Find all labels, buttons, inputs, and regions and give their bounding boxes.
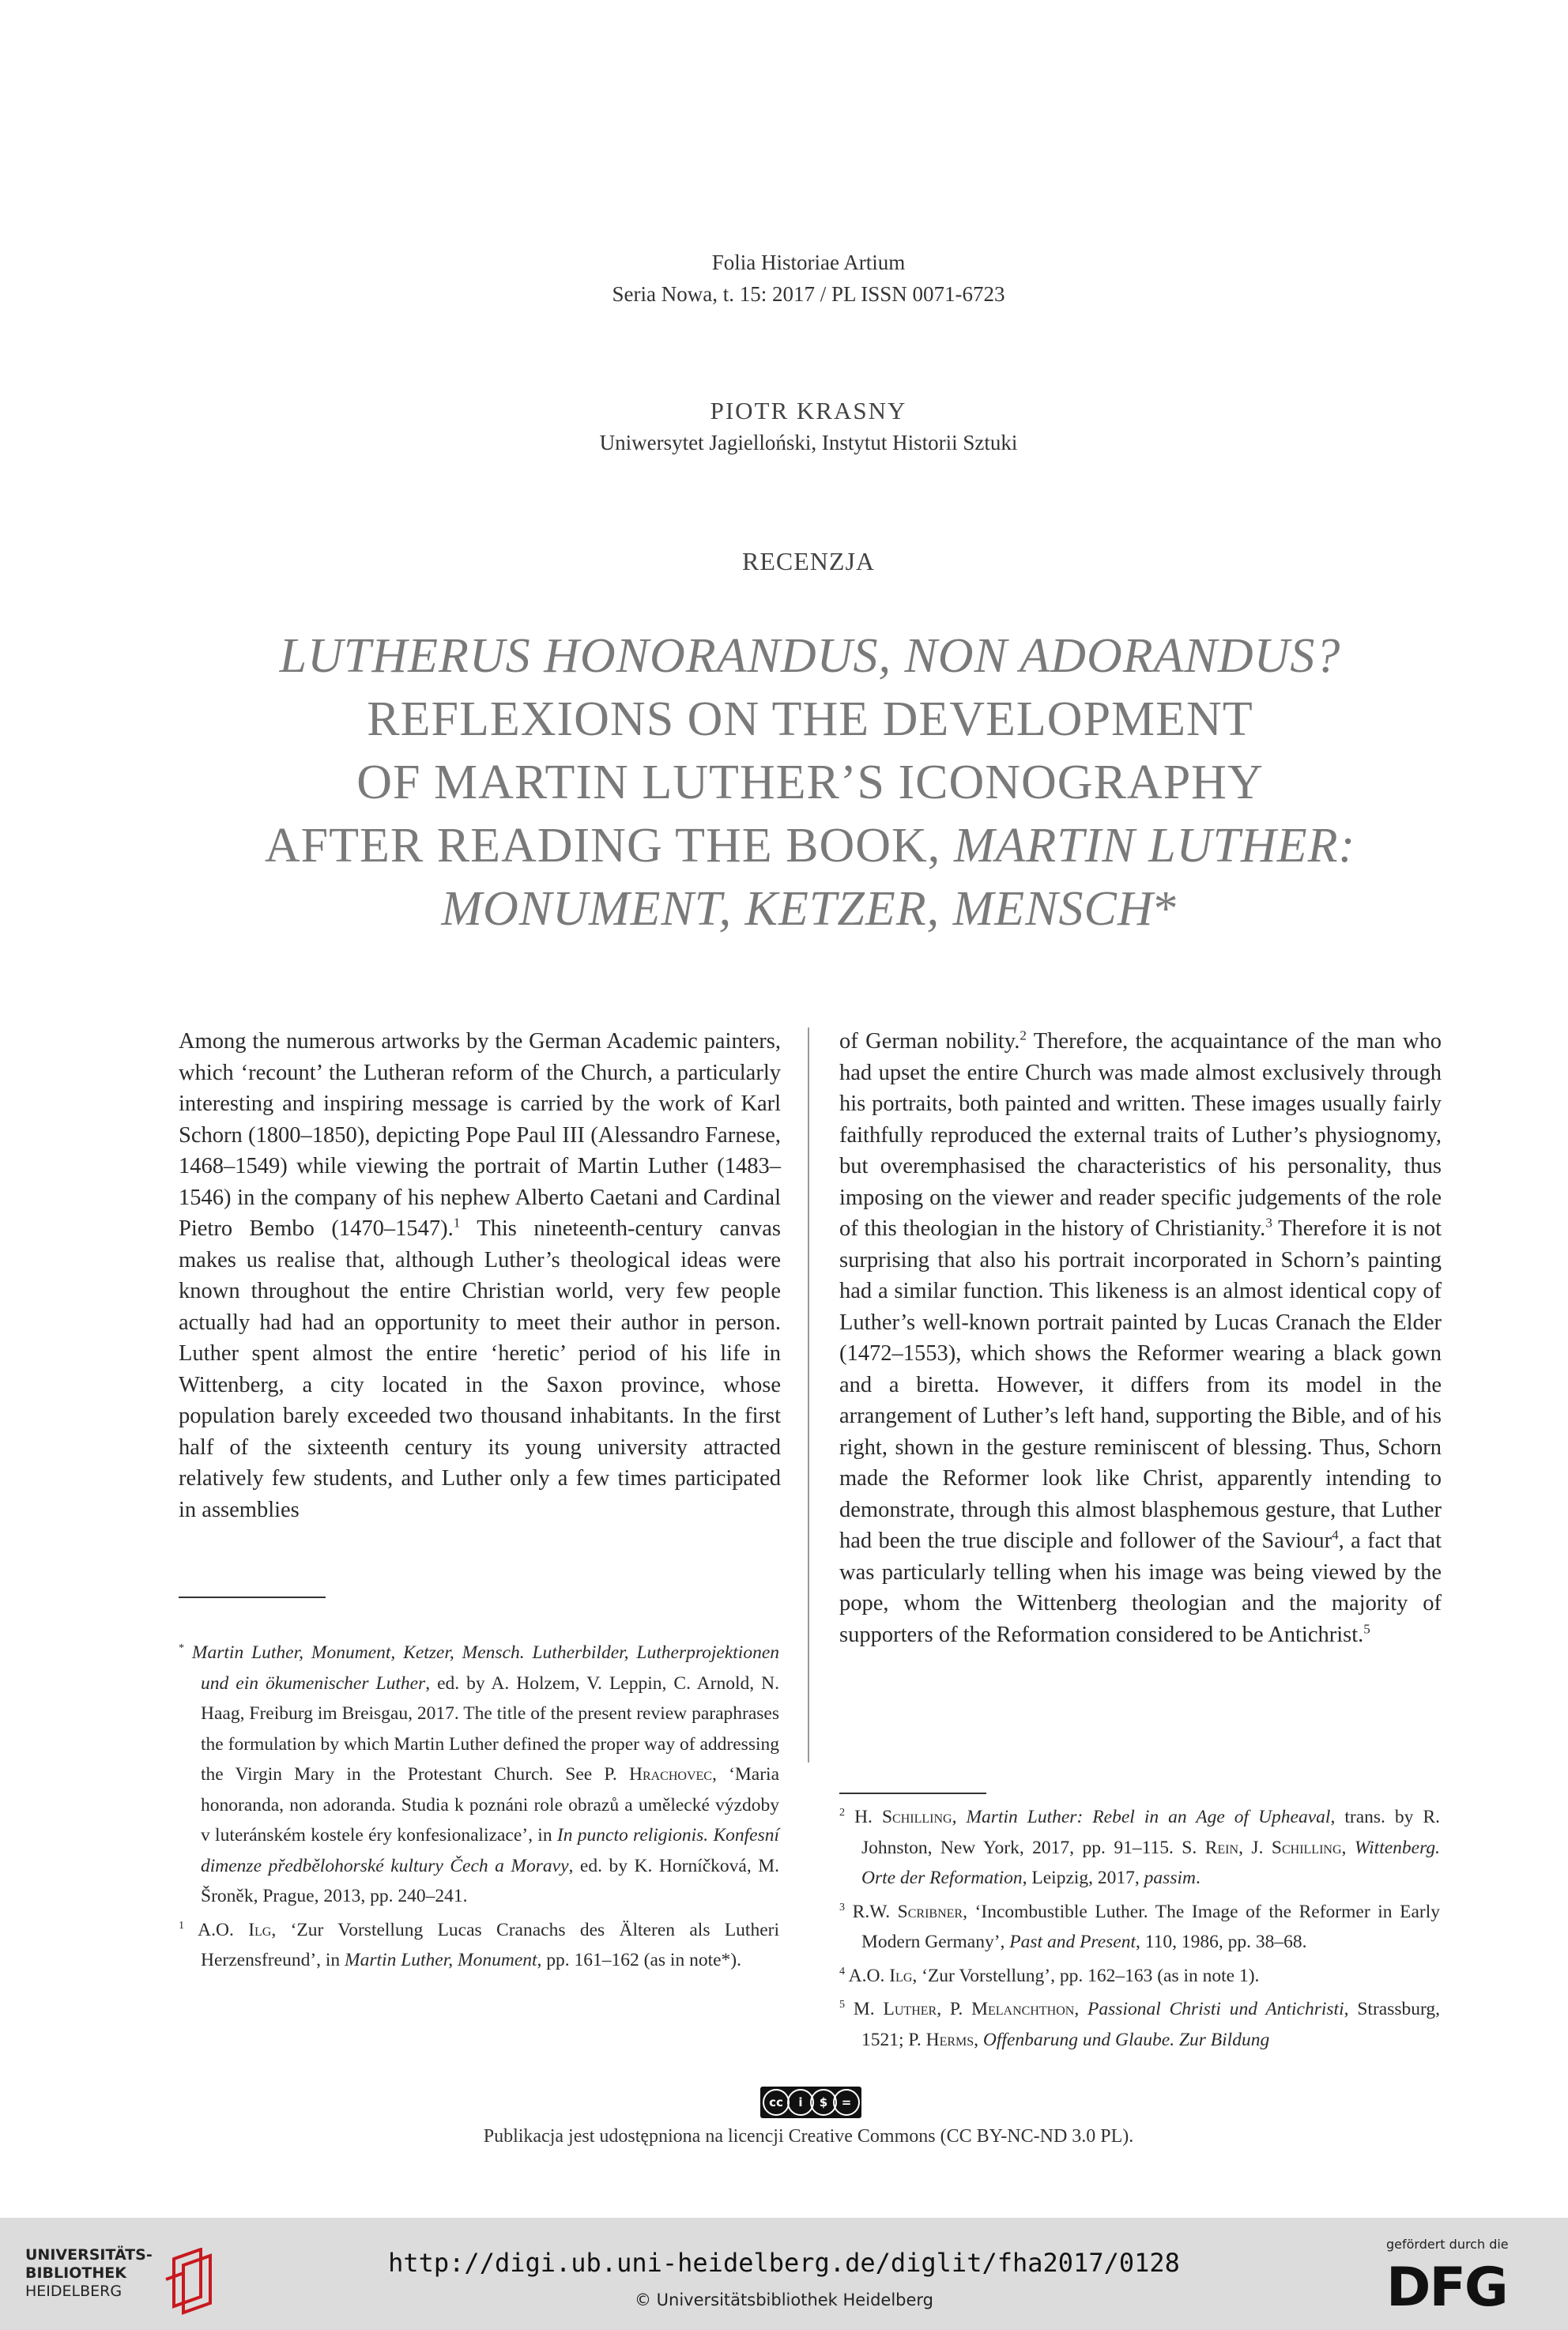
library-line-3: HEIDELBERG	[25, 2283, 122, 2300]
footnote-2-author-2: Rein	[1204, 1837, 1239, 1858]
dfg-logo[interactable]	[1386, 2237, 1536, 2324]
footnote-2-author-3: Schilling	[1271, 1837, 1342, 1858]
by-icon: i	[787, 2089, 814, 2116]
article-title	[182, 624, 1438, 941]
footnote-3-text-3: , 110, 1986, pp. 38–68.	[1136, 1932, 1307, 1952]
footnote-rule-left	[179, 1597, 326, 1598]
column-divider	[808, 1027, 809, 1763]
footnotes-right	[839, 1802, 1440, 2055]
journal-name: Folia Historiae Artium	[711, 251, 906, 274]
footnote-3	[839, 1897, 1440, 1958]
footnote-star-text: , ed. by A. Holzem, V. Leppin, C. Arnold, N. Haag, Freiburg im Breisgau, 2017. The title of the present review paraphrases the formulation by which Martin Luther defined the proper way of addressing the Virgin Mary in the Protestant Church. See P.	[201, 1672, 779, 1785]
footnote-rule-right	[839, 1793, 986, 1794]
footnote-2-mark: 2	[839, 1806, 846, 1819]
title-line-4-roman: AFTER READING THE BOOK,	[264, 819, 954, 873]
footer-bar	[0, 2218, 1568, 2330]
footnote-1-author: Ilg	[248, 1919, 272, 1940]
footnote-5-text-2: , P.	[937, 1999, 972, 2019]
article-type: RECENZJA	[742, 547, 875, 575]
footnote-star-title: Martin Luther, Monument, Ketzer, Mensch. Lutherbilder, Lutherprojektionen und ein ökumenischer Luther	[191, 1642, 779, 1694]
footnote-2	[839, 1802, 1441, 1894]
footnote-3-mark: 3	[839, 1900, 846, 1913]
journal-header	[0, 247, 1568, 310]
footnote-5	[839, 1994, 1441, 2055]
footnote-star-author: Hrachovec	[628, 1764, 712, 1785]
footnote-4	[839, 1961, 1440, 1992]
footnote-1-book: Martin Luther, Monument	[345, 1950, 537, 1970]
body-right-text-c: Therefore it is not surprising that also his portrait incorporated in Schorn’s painting had a similar function. This likeness is an almost identical copy of Luther’s well-known portrait painted by Lucas Cranach the Elder (1472–1553), which shows the Reformer wearing a black gown and a biretta. However, it differs from its model in the arrangement of Luther’s left hand, supporting the Bible, and of his right, shown in the gesture reminiscent of blessing. Thus, Schorn made the Reformer look like Christ, apparently intending to demonstrate, through this almost blasphemous gesture, that Luther had been the true disciple and follower of the Saviour	[839, 1216, 1442, 1553]
nc-icon: $	[810, 2089, 837, 2116]
footnote-2-sep: ,	[952, 1807, 967, 1827]
footnote-5-text-3: , Strassburg, 1521; P.	[861, 1999, 1441, 2050]
footnote-star-text-3: , ed. by K. Horníčková, M. Šroněk, Prague, 2013, pp. 240–241.	[201, 1855, 780, 1906]
copyright-notice: © Universitätsbibliothek Heidelberg	[634, 2290, 933, 2309]
library-line-2: BIBLIOTHEK	[25, 2264, 126, 2282]
body-right-text-d: , a fact that was particularly telling when his image was being viewed by the pope, whom the Wittenberg theologian and the majority of supporters of the Reformation considered to be Antichrist.	[839, 1529, 1442, 1647]
dfg-wordmark: DFG	[1386, 2256, 1507, 2319]
title-line-3: OF MARTIN LUTHER’S ICONOGRAPHY	[356, 756, 1264, 809]
footnote-3-author: Scribner	[897, 1901, 963, 1922]
footnote-ref-4[interactable]: 4	[1332, 1527, 1339, 1543]
footnote-1-mark: 1	[179, 1918, 185, 1932]
footnote-5-text: M.	[853, 1999, 884, 2019]
title-line-2: REFLEXIONS ON THE DEVELOPMENT	[367, 692, 1253, 746]
footnote-5-mark: 5	[839, 1998, 846, 2011]
footnote-ref-5[interactable]: 5	[1363, 1621, 1370, 1636]
document-url[interactable]: http://digi.ub.uni-heidelberg.de/diglit/fha2017/0128	[388, 2248, 1180, 2278]
footnote-2-text: H.	[854, 1807, 882, 1827]
footnote-4-text-2: , ‘Zur Vorstellung’, pp. 162–163 (as in note 1).	[912, 1965, 1260, 1986]
footnote-3-journal: Past and Present	[1009, 1932, 1136, 1952]
footnote-2-passim: passim	[1144, 1868, 1196, 1888]
title-line-5	[182, 877, 1438, 941]
nd-icon: =	[833, 2089, 860, 2116]
footnote-1-text: A.O.	[198, 1919, 249, 1940]
funder-label: gefördert durch die	[1386, 2237, 1509, 2252]
license-text: Publikacja jest udostępniona na licencji Creative Commons (CC BY-NC-ND 3.0 PL).	[483, 2126, 1134, 2147]
title-line-4	[182, 814, 1438, 877]
footnote-2-text-2: , trans. by R. Johnston, New York, 2017, pp. 91–115. S.	[861, 1807, 1441, 1858]
footnote-4-mark: 4	[839, 1964, 846, 1977]
footnote-4-text: A.O.	[848, 1965, 890, 1986]
title-line-5-italic: MONUMENT, KETZER, MENSCH	[441, 882, 1154, 936]
footnote-2-book-2: Wittenberg. Orte der Reformation	[861, 1837, 1440, 1888]
body-right-text-a: of German nobility.	[839, 1029, 1020, 1054]
footnote-2-end: .	[1195, 1868, 1200, 1888]
body-left-text-b: This nineteenth-century canvas makes us realise that, although Luther’s theological ideas were known throughout the entire Christian world, very few people actually had had an opportunity to meet their author in person. Luther spent almost the entire ‘heretic’ period of his life in Wittenberg, a city located in the Saxon province, whose population barely exceeded two thousand inhabitants. In the first half of the sixteenth century its young university attracted relatively few students, and Luther only a few times participated in assemblies	[179, 1216, 781, 1522]
body-right-text-b: Therefore, the acquaintance of the man who had upset the entire Church was made almost exclusively through his portraits, both painted and written. These images usually fairly faithfully reproduced the external traits of Luther’s physiognomy, but overemphasised the characteristics of his personality, thus imposing on the viewer and reader specific judgements of the role of this theologian in the history of Christianity.	[839, 1029, 1442, 1241]
footnote-5-book: Passional Christi und Antichristi	[1087, 1999, 1344, 2019]
library-line-1: UNIVERSITÄTS-	[25, 2246, 153, 2264]
body-left-text-a: Among the numerous artworks by the German Academic painters, which ‘recount’ the Lutheran reform of the Church, a particularly interesting and inspiring message is carried by the work of Karl Schorn (1800–1850), depicting Pope Paul III (Alessandro Farnese, 1468–1549) while viewing the portrait of Martin Luther (1483–1546) in the company of his nephew Alberto Caetani and Cardinal Pietro Bembo (1470–1547).	[179, 1029, 781, 1241]
footnote-2-book: Martin Luther: Rebel in an Age of Upheaval	[966, 1807, 1331, 1827]
footnote-3-text: R.W.	[852, 1901, 898, 1922]
footnote-ref-3[interactable]: 3	[1265, 1215, 1272, 1231]
footnote-2-text-3: , J.	[1238, 1837, 1272, 1858]
journal-series: Seria Nowa, t. 15: 2017 / PL ISSN 0071-6723	[612, 282, 1005, 306]
footnote-5-sep: ,	[1074, 1999, 1088, 2019]
footnote-star-mark: *	[179, 1642, 185, 1655]
footnote-star-book: In puncto religionis. Konfesní dimenze předbělohorské kultury Čech a Moravy	[201, 1825, 779, 1876]
title-line-1: LUTHERUS HONORANDUS, NON ADORANDUS?	[279, 629, 1341, 683]
footnote-1-text-2: , ‘Zur Vorstellung Lucas Cranachs des Älteren als Lutheri Herzensfreund’, in	[201, 1919, 779, 1970]
footnote-ref-2[interactable]: 2	[1020, 1027, 1027, 1043]
cc-by-nc-nd-icon[interactable]	[760, 2087, 861, 2118]
footnote-star-text-2: , ‘Maria honoranda, non adoranda. Studia k poznáni role obrazů a umělecké výzdoby v luteránském kostele éry konfesionalizace’, in	[201, 1764, 779, 1846]
footnote-5-book-2: Offenbarung und Glaube. Zur Bildung	[982, 2029, 1270, 2050]
body-column-right	[839, 1026, 1442, 1650]
author-affiliation: Uniwersytet Jagielloński, Instytut Historii Sztuki	[599, 431, 1018, 454]
footnote-5-sep-2: ,	[974, 2029, 983, 2050]
footnote-4-author: Ilg	[889, 1965, 913, 1986]
footnote-star	[179, 1638, 780, 1912]
footnote-2-text-4: , Leipzig, 2017,	[1022, 1868, 1144, 1888]
footnote-1-text-3: , pp. 161–162 (as in note*).	[537, 1950, 741, 1970]
footnote-5-author-3: Herms	[925, 2029, 974, 2050]
title-line-4-italic: MARTIN LUTHER:	[953, 819, 1356, 873]
footnotes-left	[179, 1638, 779, 1976]
footnote-2-author: Schilling	[881, 1807, 952, 1827]
author-name: PIOTR KRASNY	[710, 397, 907, 424]
footnote-2-sep-2: ,	[1341, 1837, 1355, 1858]
footnote-1	[179, 1915, 779, 1976]
footnote-3-text-2: , ‘Incombustible Luther. The Image of the Reformer in Early Modern Germany’,	[861, 1901, 1440, 1952]
cc-icon: cc	[763, 2089, 790, 2116]
footnote-5-author: Luther	[883, 1999, 937, 2019]
body-column-left	[179, 1026, 781, 1525]
title-footnote-mark: *	[1153, 882, 1179, 936]
footnote-ref-1[interactable]: 1	[453, 1215, 461, 1231]
footnote-5-author-2: Melanchthon	[971, 1999, 1075, 2019]
author-block	[0, 395, 1568, 458]
